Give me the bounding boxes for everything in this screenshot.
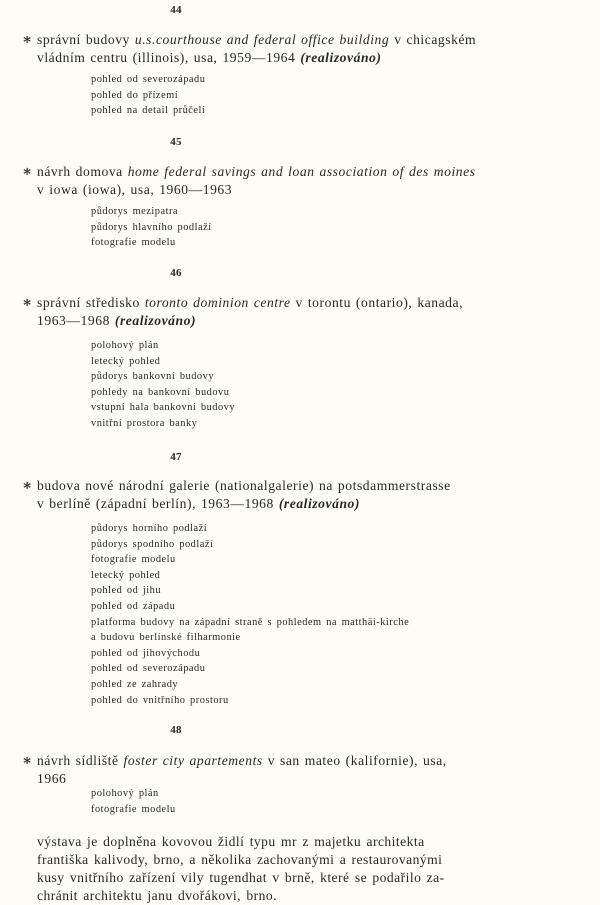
entry-title-line-2: vládním centru (illinois), usa, 1959—1964 (realizováno)	[37, 50, 382, 65]
catalog-entry	[22, 752, 532, 788]
item-list	[91, 72, 205, 119]
catalog-entry	[22, 294, 532, 330]
building-name: foster city apartements	[123, 753, 263, 768]
catalog-entry	[22, 477, 532, 513]
section-number: 44	[170, 4, 182, 16]
list-item: pohled od severozápadu	[91, 74, 206, 85]
section-number: 47	[170, 451, 182, 463]
realized-label: (realizováno)	[114, 313, 197, 328]
asterisk-icon: ∗	[22, 32, 33, 48]
list-item: pohled do přízemí	[91, 89, 179, 101]
list-item: půdorys spodního podlaží	[91, 538, 214, 550]
item-list	[91, 521, 409, 708]
section-number: 48	[170, 724, 182, 736]
entry-title-line-2: v berlíně (západní berlín), 1963—1968 (realizováno)	[37, 496, 360, 511]
realized-label: (realizováno)	[300, 50, 382, 65]
asterisk-icon: ∗	[22, 478, 33, 494]
item-list	[91, 204, 212, 251]
list-item: fotografie modelu	[91, 803, 176, 815]
section-number: 46	[170, 267, 182, 279]
list-item: pohled ze zahrady	[91, 678, 179, 690]
entry-title-line-1: návrh sídliště foster city apartements v san mateo (kalifornie), usa,	[37, 753, 447, 768]
list-item: fotografie modelu	[91, 237, 176, 249]
entry-title-line-2: 1966	[37, 771, 67, 786]
entry-title-line-2: 1963—1968 (realizováno)	[37, 313, 197, 328]
realized-label: (realizováno)	[278, 496, 360, 511]
asterisk-icon: ∗	[22, 164, 33, 180]
entry-title-line-2: v iowa (iowa), usa, 1960—1963	[37, 182, 233, 197]
list-item: pohled od jihu	[91, 585, 162, 597]
asterisk-icon: ∗	[22, 753, 33, 769]
list-item: půdorys mezipatra	[91, 206, 179, 217]
paragraph-line: kusy vnitřního zařízení vily tugendhat v brně, které se podařilo za-	[37, 870, 445, 885]
list-item: letecký pohled	[91, 355, 161, 367]
list-item: polohový plán	[91, 340, 159, 351]
paragraph-line: chránit architektu janu dvořákovi, brno.	[37, 888, 277, 903]
entry-title-line-1: návrh domova home federal savings and loan association of des moines	[37, 164, 476, 179]
list-item: letecký pohled	[91, 569, 161, 581]
list-item: pohled od severozápadu	[91, 663, 206, 675]
list-item: půdorys bankovní budovy	[91, 371, 215, 383]
list-item: vnitřní prostora banky	[91, 417, 198, 429]
list-item: vstupní hala bankovní budovy	[91, 402, 236, 414]
entry-title-line-1: budova nové národní galerie (nationalgalerie) na potsdammerstrasse	[37, 478, 451, 493]
building-name: toronto dominion centre	[144, 295, 291, 310]
list-item: pohledy na bankovní budovu	[91, 386, 230, 398]
section-number: 45	[170, 136, 182, 148]
list-item: půdorys hlavního podlaží	[91, 221, 212, 233]
paragraph-line: františka kalivody, brno, a několika zachovanými a restaurovanými	[37, 852, 443, 867]
item-list	[91, 786, 176, 817]
catalog-entry	[22, 31, 532, 67]
paragraph-line: výstava je doplněna kovovou židlí typu mr z majetku architekta	[37, 834, 425, 849]
building-name: home federal savings and loan association of des moines	[127, 164, 476, 179]
entry-title-line-1: správní budovy u.s.courthouse and federal office building v chicagském	[37, 32, 477, 47]
catalog-entry	[22, 163, 532, 199]
building-name: u.s.courthouse and federal office building	[134, 32, 390, 47]
list-item: pohled od jihovýchodu	[91, 647, 201, 659]
closing-paragraph	[37, 833, 505, 905]
item-list	[91, 338, 235, 432]
entry-title-line-1: správní středisko toronto dominion centre v torontu (ontario), kanada,	[37, 295, 464, 310]
list-item: půdorys horního podlaží	[91, 523, 208, 534]
list-item: platforma budovy na západní straně s pohledem na matthäi-kirche	[91, 616, 410, 628]
list-item: pohled na detail průčelí	[91, 105, 206, 117]
list-item: polohový plán	[91, 788, 159, 799]
list-item: fotografie modelu	[91, 554, 176, 566]
list-item: a budovu berlínské filharmonie	[91, 632, 241, 644]
list-item: pohled do vnitřního prostoru	[91, 694, 229, 706]
asterisk-icon: ∗	[22, 295, 33, 311]
list-item: pohled od západu	[91, 600, 176, 612]
